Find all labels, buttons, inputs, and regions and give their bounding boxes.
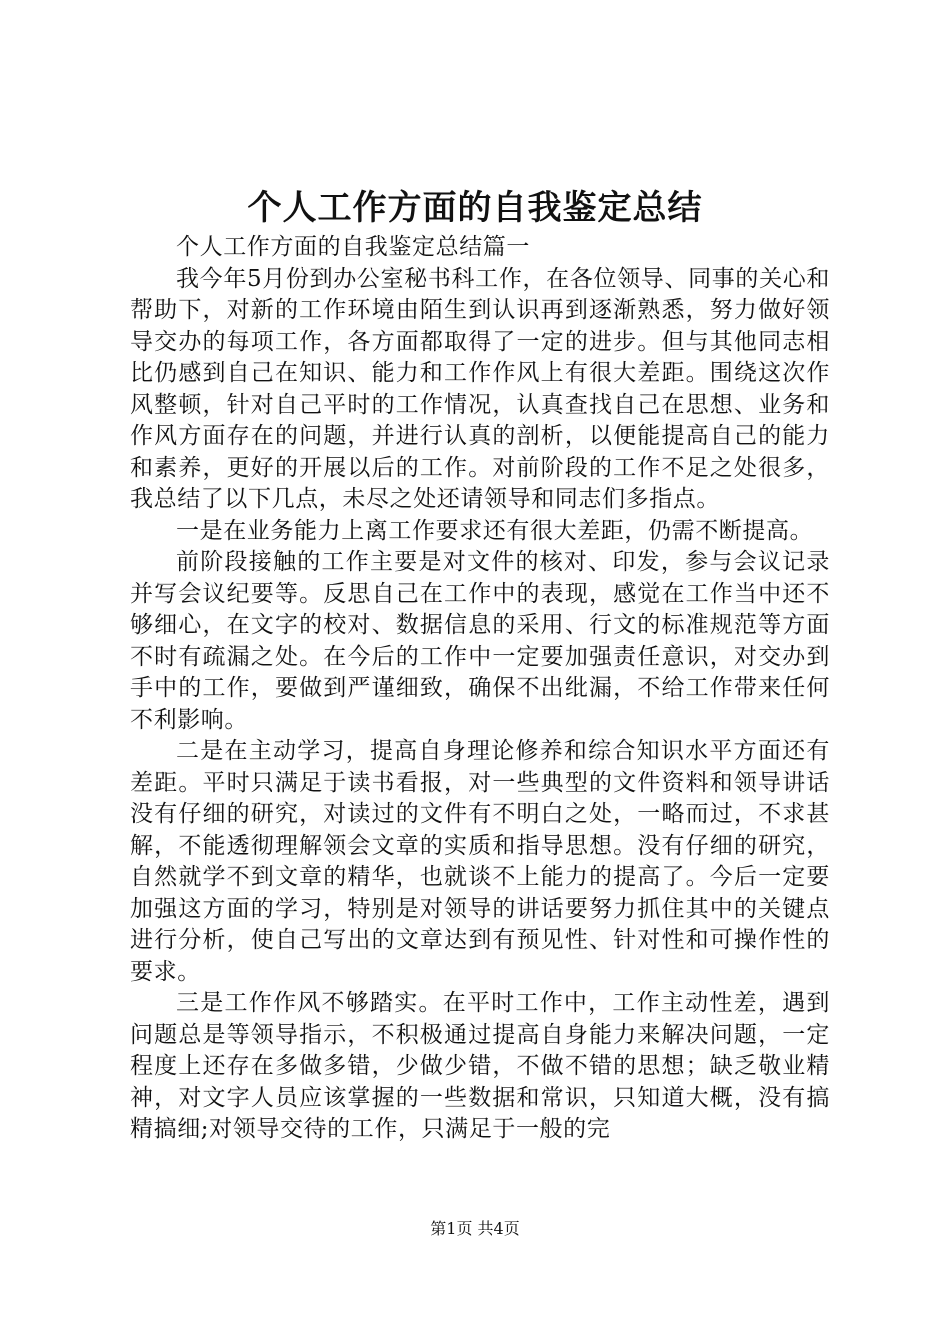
paragraph-point-one: 一是在业务能力上离工作要求还有很大差距，仍需不断提高。 (176, 517, 814, 544)
section-heading: 个人工作方面的自我鉴定总结篇一 (176, 234, 530, 260)
paragraph-intro: 我今年5月份到办公室秘书科工作，在各位领导、同事的关心和帮助下，对新的工作环境由陌生到认识再到逐渐熟悉，努力做好领导交办的每项工作，各方面都取得了一定的进步。但与其他同志相比仍感到自己在知识、能力和工作作风上有很大差距。围绕这次作风整顿，针对自己平时的工作情况，认真查找自己在思想、业务和作风方面存在的问题，并进行认真的剖析，以便能提高自己的能力和素养，更好的开展以后的工作。对前阶段的工作不足之处很多，我总结了以下几点，未尽之处还请领导和同志们多指点。 (130, 265, 830, 512)
page-footer: 第1页 共4页 (430, 1219, 520, 1238)
paragraph-point-three: 三是工作作风不够踏实。在平时工作中，工作主动性差，遇到问题总是等领导指示，不积极通过提高自身能力来解决问题，一定程度上还存在多做多错，少做少错，不做不错的思想；缺乏敬业精神，对文字人员应该掌握的一些数据和常识，只知道大概，没有搞精搞细;对领导交待的工作，只满足于一般的完 (130, 990, 830, 1142)
document-body (130, 232, 830, 1146)
document-title: 个人工作方面的自我鉴定总结 (247, 188, 703, 228)
paragraph-point-two: 二是在主动学习，提高自身理论修养和综合知识水平方面还有差距。平时只满足于读书看报，对一些典型的文件资料和领导讲话没有仔细的研究，对读过的文件有不明白之处，一略而过，不求甚解，不能透彻理解领会文章的实质和指导思想。没有仔细的研究，自然就学不到文章的精华，也就谈不上能力的提高了。今后一定要加强这方面的学习，特别是对领导的讲话要努力抓住其中的关键点进行分析，使自己写出的文章达到有预见性、针对性和可操作性的要求。 (130, 738, 830, 985)
paragraph-point-one-detail: 前阶段接触的工作主要是对文件的核对、印发，参与会议记录并写会议纪要等。反思自己在工作中的表现，感觉在工作当中还不够细心，在文字的校对、数据信息的采用、行文的标准规范等方面不时有疏漏之处。在今后的工作中一定要加强责任意识，对交办到手中的工作，要做到严谨细致，确保不出纰漏，不给工作带来任何不利影响。 (130, 549, 830, 733)
